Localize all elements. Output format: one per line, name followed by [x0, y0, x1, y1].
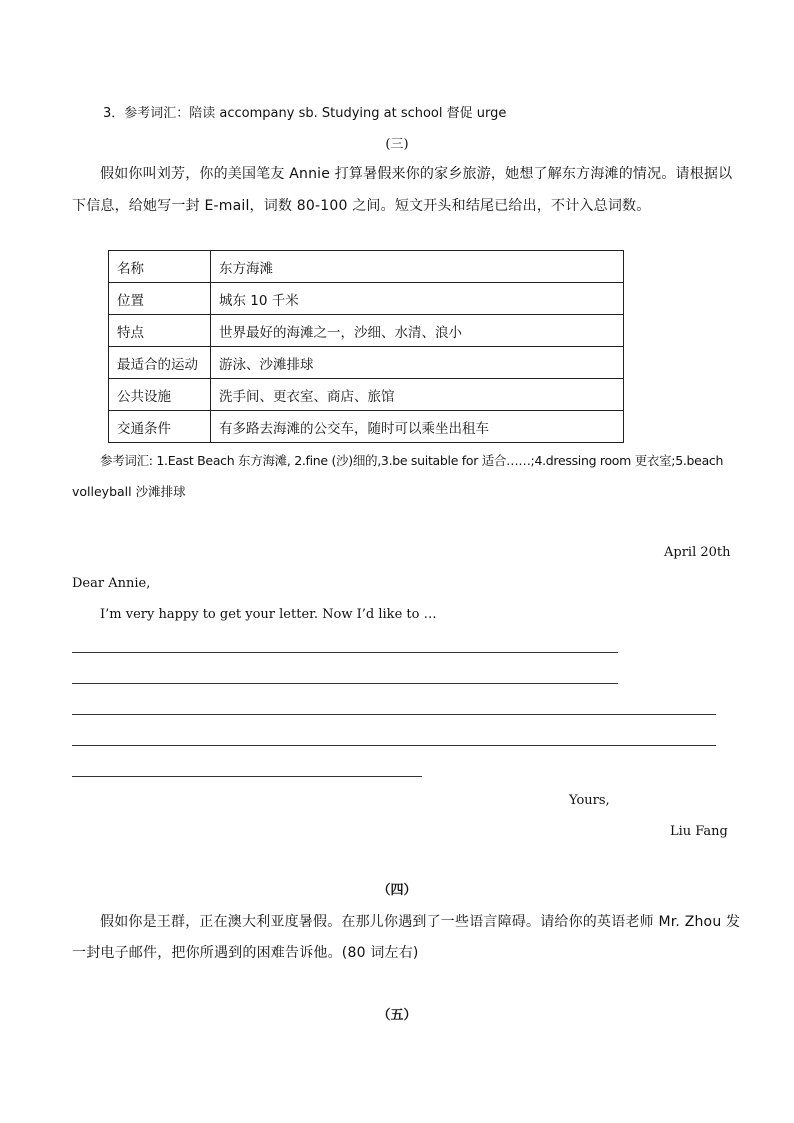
- section-3-prompt-line-1: 假如你叫刘芳，你的美国笔友 Annie 打算暑假来你的家乡旅游，她想了解东方海滩的情况。请根据以: [100, 166, 733, 182]
- table-row: [109, 251, 624, 283]
- reference-vocab-3: 3．参考词汇：陪读 accompany sb. Studying at school 督促 urge: [103, 106, 507, 121]
- table-row: [109, 347, 624, 379]
- table-row: [109, 283, 624, 315]
- table-cell-value: 城东 10 千米: [211, 283, 624, 315]
- letter-opening: I’m very happy to get your letter. Now I’d like to …: [100, 607, 437, 622]
- section-3-prompt-line-2: 下信息，给她写一封 E-mail，词数 80-100 之间。短文开头和结尾已给出，不计入总词数。: [72, 198, 651, 214]
- section-4-prompt-line-2: 一封电子邮件，把你所遇到的困难告诉他。(80 词左右): [72, 945, 419, 961]
- table-cell-label: 特点: [109, 315, 211, 347]
- vocab-line-1: 参考词汇: 1.East Beach 东方海滩, 2.fine (沙)细的,3.be suitable for 适合……;4.dressing room 更衣室;5.beach: [100, 453, 724, 468]
- answer-line: [72, 745, 716, 746]
- table-cell-label: 位置: [109, 283, 211, 315]
- answer-line: [72, 683, 618, 684]
- info-table: [108, 250, 624, 443]
- section-4-heading: （四）: [377, 883, 417, 898]
- table-cell-label: 交通条件: [109, 411, 211, 443]
- answer-line: [72, 652, 618, 653]
- table-cell-label: 公共设施: [109, 379, 211, 411]
- table-cell-value: 世界最好的海滩之一，沙细、水清、浪小: [211, 315, 624, 347]
- section-5-heading: （五）: [377, 1008, 417, 1023]
- table-cell-label: 名称: [109, 251, 211, 283]
- table-cell-value: 游泳、沙滩排球: [211, 347, 624, 379]
- answer-line: [72, 776, 422, 777]
- table-cell-value: 有多路去海滩的公交车，随时可以乘坐出租车: [211, 411, 624, 443]
- table-cell-label: 最适合的运动: [109, 347, 211, 379]
- vocab-line-2: volleyball 沙滩排球: [72, 484, 186, 499]
- section-3-heading: (三): [385, 137, 409, 152]
- letter-date: April 20th: [664, 545, 731, 560]
- table-row: [109, 411, 624, 443]
- letter-closing: Yours,: [569, 793, 610, 808]
- letter-signature: Liu Fang: [670, 824, 728, 839]
- table-row: [109, 315, 624, 347]
- answer-line: [72, 714, 716, 715]
- section-4-prompt-line-1: 假如你是王群，正在澳大利亚度暑假。在那儿你遇到了一些语言障碍。请给你的英语老师 Mr. Zhou 发: [100, 914, 741, 930]
- table-cell-value: 洗手间、更衣室、商店、旅馆: [211, 379, 624, 411]
- table-row: [109, 379, 624, 411]
- table-cell-value: 东方海滩: [211, 251, 624, 283]
- letter-greeting: Dear Annie,: [72, 576, 151, 591]
